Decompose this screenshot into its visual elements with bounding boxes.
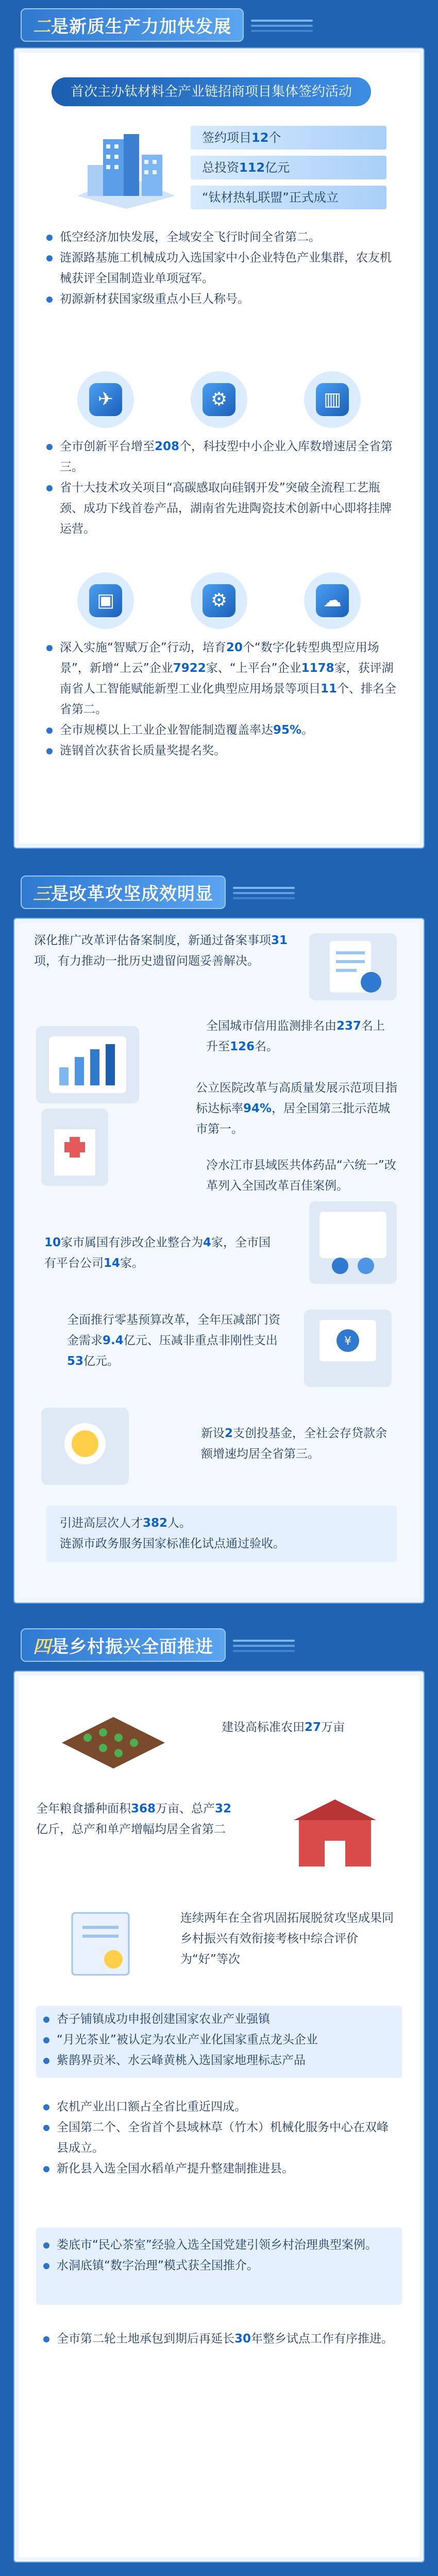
chip-icon: ▣ — [77, 572, 134, 629]
hospital-illustration — [41, 1109, 108, 1186]
number: 94% — [243, 1102, 272, 1115]
title-wave-decoration — [233, 1634, 295, 1655]
reform-paragraph-4 — [206, 1155, 397, 1196]
text: 亿元、压减非重点非刚性支出 — [123, 1334, 278, 1347]
number: 382 — [143, 1516, 168, 1530]
number: 32 — [215, 1802, 232, 1815]
text: 新设 — [201, 1427, 225, 1440]
number: 10 — [44, 1236, 61, 1249]
number: 1178 — [301, 662, 334, 675]
section2-title-text: 是新质生产力加快发展 — [51, 16, 231, 37]
text: 人。 — [167, 1516, 192, 1530]
text: 家，全市国有平台公司 — [44, 1236, 271, 1270]
poverty-stat — [180, 1908, 402, 1970]
list-item: 娄底市“民心茶室”经验入选全国党建引领乡村治理典型案例。 — [43, 2235, 399, 2255]
number: 31 — [271, 934, 288, 947]
tag-pre: “钛材热轧联盟”正式成立 — [202, 190, 339, 205]
number: 11 — [321, 682, 338, 696]
drone-icon: ✈ — [77, 371, 134, 428]
tag-signed-projects — [191, 126, 386, 150]
list-item: 农机产业出口额占全省比重近四成。 — [43, 2096, 399, 2117]
tag-alliance — [191, 186, 386, 209]
industrial-park-illustration — [67, 119, 186, 211]
number: 27 — [305, 1721, 322, 1734]
section4-list-4 — [43, 2329, 399, 2349]
grain-stat — [36, 1798, 237, 1840]
list-item: 杏子铺镇成功申报创建国家农业产业强镇 — [43, 2009, 399, 2029]
text: 万亩 — [321, 1721, 345, 1734]
section3-title-text: 是改革攻坚成效明显 — [51, 883, 213, 904]
granary-illustration — [278, 1789, 392, 1877]
number: 9.4 — [103, 1334, 124, 1347]
text: 。 — [301, 723, 314, 737]
list-item — [46, 740, 402, 761]
section4-list-2 — [43, 2096, 399, 2179]
number: 368 — [131, 1802, 156, 1815]
section2-title-pill — [21, 8, 244, 42]
number: 20 — [226, 641, 243, 654]
list-item: 紫鹊界贡米、水云峰黄桃入选国家地理标志产品 — [43, 2050, 399, 2071]
section3-title-pill — [21, 876, 226, 909]
number: 14 — [104, 1257, 121, 1270]
list-item — [46, 720, 402, 740]
list-item: 新化县入选全国水稻单产提升整建制推进县。 — [43, 2158, 399, 2179]
text: 深入实施“智赋万企”行动，培育 — [60, 641, 226, 654]
office-illustration — [309, 1201, 397, 1284]
text: 建设高标准农田 — [222, 1721, 305, 1734]
text: 涟钢首次获省长质量奖提名奖。 — [60, 744, 226, 757]
text: 万亩、总产 — [156, 1802, 215, 1815]
machinery-icon: ⚙ — [191, 371, 247, 428]
section2-title — [21, 9, 313, 40]
text: 家、“上平台”企业 — [206, 662, 301, 675]
title-wave-decoration — [233, 882, 295, 902]
farmland-stat — [222, 1717, 417, 1738]
section4-title-number: 四 — [33, 1636, 51, 1657]
list-item — [46, 637, 402, 720]
text: 全市创新平台增至 — [60, 440, 155, 453]
section4-title-pill — [21, 1628, 226, 1662]
text: 家，获评湖南省人工智能赋能新型工业化典型应用场景等项目 — [60, 662, 394, 696]
list-item: “月光茶业”被认定为农业产业化国家重点龙头企业 — [43, 2029, 399, 2050]
section2-bullets-3 — [46, 637, 402, 761]
signing-banner: 首次主办钛材料全产业链招商项目集体签约活动 — [52, 77, 371, 106]
tag-pre: 签约项目 — [202, 130, 251, 145]
list-item: 低空经济加快发展，全域安全飞行时间全省第二。 — [46, 227, 402, 247]
section4-list-3 — [43, 2235, 399, 2276]
certificate-illustration — [52, 1903, 155, 1985]
section4-title — [21, 1629, 295, 1660]
section3-title — [21, 877, 295, 907]
number: 30 — [234, 2332, 251, 2346]
title-wave-decoration — [251, 14, 313, 35]
number: 95% — [273, 723, 302, 737]
cloud-icon: ☁ — [304, 572, 361, 629]
tag-post: 亿元 — [265, 160, 290, 175]
reform-paragraph-3 — [196, 1078, 402, 1140]
text: 连续两年在全省巩固拓展脱贫攻坚成果同乡村振兴有效衔接考核中综合评价为“好”等次 — [180, 1911, 394, 1966]
number: 7922 — [173, 662, 206, 675]
list-item — [43, 2329, 399, 2349]
reform-paragraph-6 — [67, 1310, 289, 1372]
tag-pre: 总投资 — [202, 160, 239, 175]
tag-number: 12 — [251, 130, 269, 145]
list-item: 初源新材获国家级重点小巨人称号。 — [46, 289, 402, 309]
reform-paragraph-9: 涟源市政务服务国家标准化试点通过验收。 — [60, 1537, 285, 1550]
list-item: 水洞底镇“数字治理”模式获全国推介。 — [43, 2255, 399, 2276]
section4-title-text: 是乡村振兴全面推进 — [51, 1636, 213, 1657]
text: 亿元。 — [83, 1355, 120, 1368]
text: 个“数字化转型典型应用场景”，新增“上云”企业 — [60, 641, 379, 675]
text: 支创投基金，全社会存贷款余额增速均居全省第三。 — [201, 1427, 388, 1461]
text: 全市第二轮土地承包到期后再延长 — [57, 2332, 234, 2346]
reform-paragraph-7 — [201, 1423, 397, 1464]
text: 年整乡试点工作有序推进。 — [251, 2332, 394, 2346]
number: 2 — [225, 1427, 233, 1440]
text: 省十大技术攻关项目“高碳感取向硅钢开发”突破全流程工艺瓶颈、成功下线首卷产品，湖南省先进陶瓷技术创新中心即将挂牌运营。 — [60, 481, 392, 536]
text: 个，科技型中小企业入库数增速居全省第三。 — [60, 440, 393, 474]
factory-icon: ▥ — [304, 371, 361, 428]
tag-total-investment — [191, 156, 386, 179]
reform-paragraph-8 — [60, 1513, 390, 1533]
section2-title-number: 二 — [33, 16, 51, 37]
document-illustration — [309, 933, 397, 1000]
number: 208 — [155, 440, 180, 453]
reform-paragraph-5 — [44, 1232, 271, 1274]
tag-post: 个 — [268, 130, 281, 145]
list-item — [46, 436, 402, 477]
text: 冷水江市县域医共体药品“六统一”改革列入全国改革百佳案例。 — [206, 1159, 396, 1193]
text: 名。 — [255, 1040, 279, 1053]
text: 全面推行零基预算改革，全年压减部门资金需求 — [67, 1313, 280, 1347]
text: 家市属国有涉改企业整合为 — [61, 1236, 204, 1249]
text: 全市规模以上工业企业智能制造覆盖率达 — [60, 723, 273, 737]
list-item — [46, 477, 402, 539]
svg-text:¥: ¥ — [344, 1335, 351, 1348]
number: 237 — [336, 1019, 362, 1033]
gear-icon: ⚙ — [191, 572, 247, 629]
section2-bullets-1 — [46, 227, 402, 309]
farmland-illustration — [52, 1686, 175, 1779]
chart-illustration — [36, 1026, 139, 1103]
text: 亿斤，总产和单产增幅均居全省第二 — [36, 1823, 226, 1836]
section2-bullets-2 — [46, 436, 402, 539]
text: 公立医院改革与高质量发展示范项目指标达标率 — [196, 1081, 397, 1115]
text: 全国城市信用监测排名由 — [206, 1019, 336, 1033]
text: 家。 — [120, 1257, 144, 1270]
number: 4 — [203, 1236, 212, 1249]
number: 126 — [230, 1040, 255, 1053]
text: 全年粮食播种面积 — [36, 1802, 131, 1815]
text: 深化推广改革评估备案制度，新通过备案事项 — [34, 934, 271, 947]
section3-title-number: 三 — [33, 883, 51, 904]
text: 引进高层次人才 — [60, 1516, 143, 1530]
reform-paragraph-1 — [34, 930, 302, 971]
tag-number: 112 — [239, 160, 265, 175]
text: 名上升至 — [206, 1019, 385, 1053]
fund-illustration — [41, 1408, 129, 1485]
list-item: 全国第二个、全省首个县域林草（竹木）机械化服务中心在双峰县成立。 — [43, 2117, 399, 2158]
number: 53 — [67, 1355, 84, 1368]
text: 个、排名全省第二。 — [60, 682, 397, 716]
budget-illustration — [304, 1310, 392, 1387]
text: 项，有力推动一批历史遗留问题妥善解决。 — [34, 954, 259, 968]
reform-paragraph-2 — [206, 1016, 392, 1057]
list-item: 涟源路基施工机械成功入选国家中小企业特色产业集群，农友机械获评全国制造业单项冠军。 — [46, 247, 402, 289]
section4-list-1 — [43, 2009, 399, 2071]
text: ，居全国第三批示范城市第一。 — [196, 1102, 391, 1136]
